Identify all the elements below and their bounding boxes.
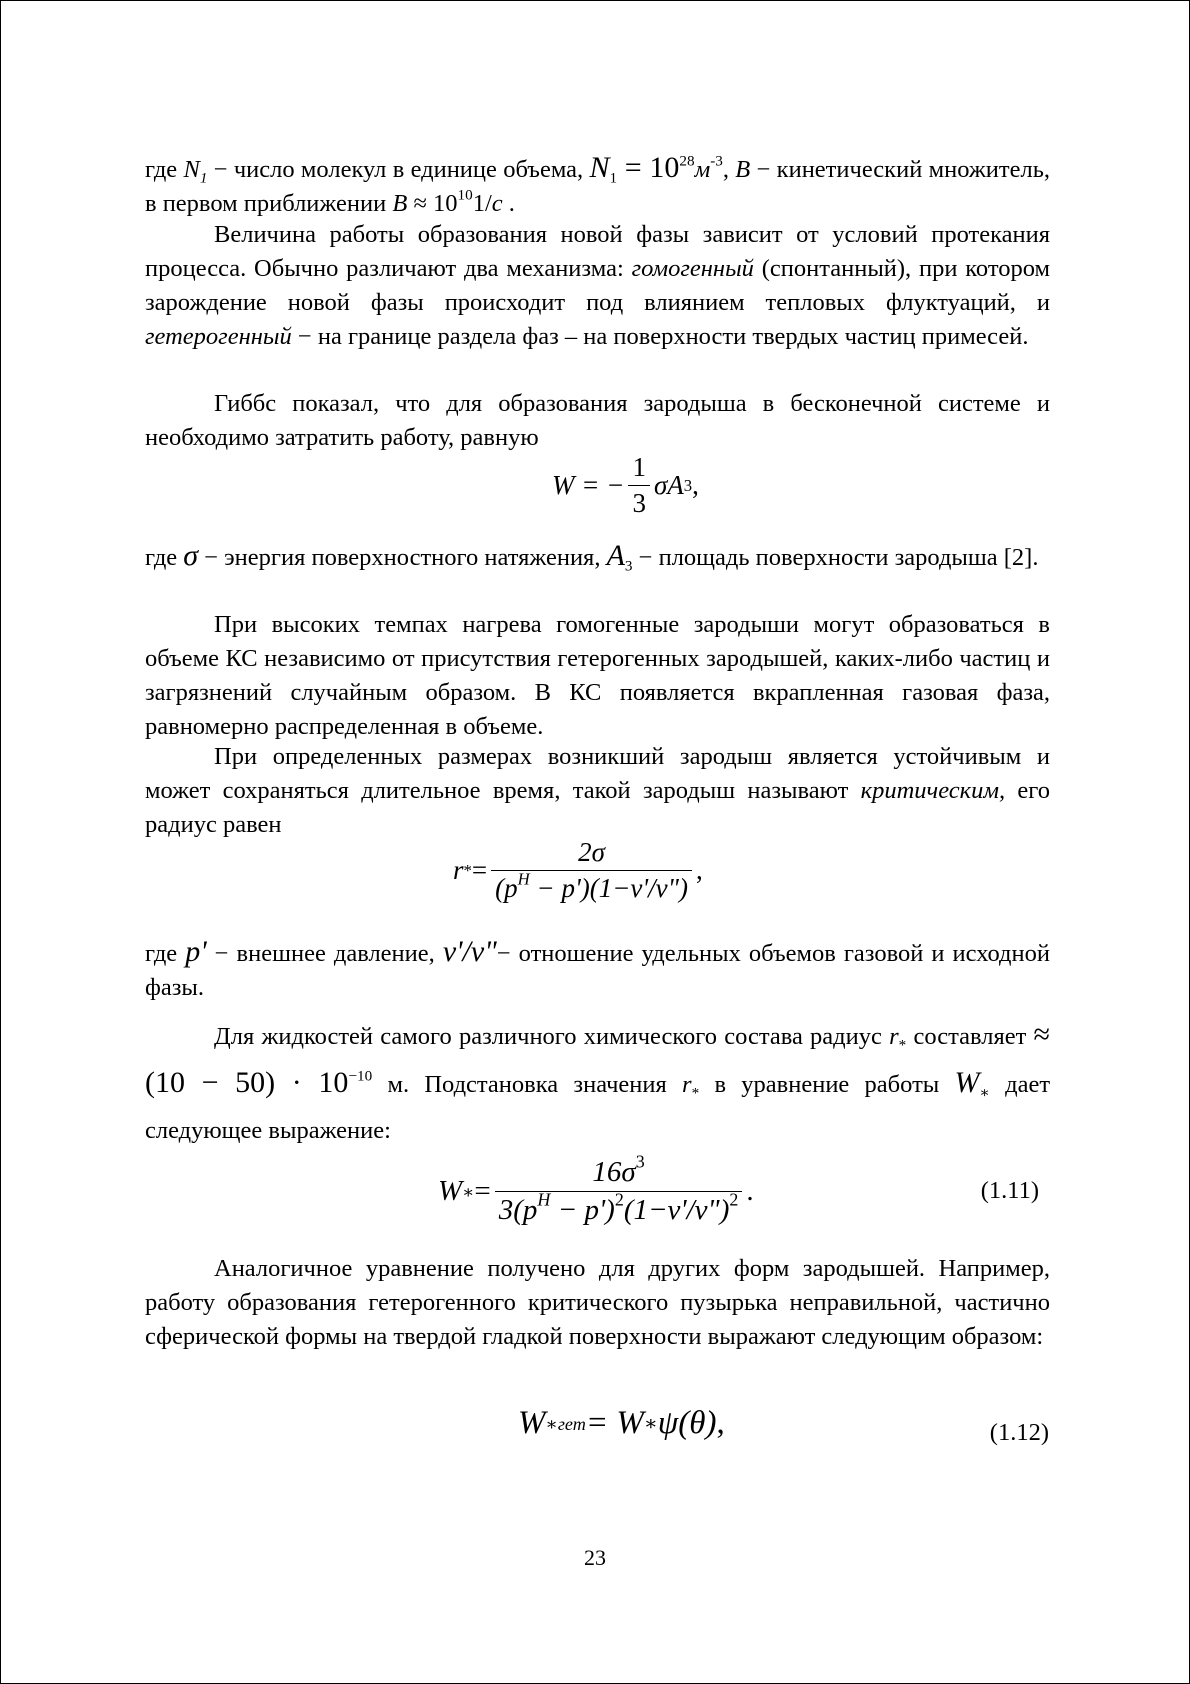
paragraph-critical-nucleus: При определенных размерах возникший зародыш является устойчивым и может сохраняться длительное время, такой зародыш называют критическим, его радиус равен xyxy=(145,743,1050,838)
fraction-critical-work: $\frac{16\sigma^3}{3(p^H - p')^2(1-\nu'/\nu")^2}$ xyxy=(495,1156,743,1227)
equation-number-1-11: (1.11) xyxy=(980,1177,1039,1204)
formula-critical-radius: r * = $\frac{2\sigma}{(p^H - p')(1-\nu'/\nu")}$ , xyxy=(453,837,703,903)
paragraph-pressure-definition: где p' − внешнее давление, ν'/ν"− отношение удельных объемов газовой и исходной фазы. xyxy=(145,935,1050,1001)
equation-number-1-12: (1.12) xyxy=(989,1419,1049,1446)
paragraph-N1-definition: где $N_1$ − число молекул в единице объема, $N_1 = 10^{28}м^{-3}$, B − кинетический множитель, в первом приближении $B \approx 10^{10}1/c$ . xyxy=(145,151,1051,217)
formula-critical-work: W ∗ = $\frac{16\sigma^3}{3(p^H - p')^2(1-\nu'/\nu")^2}$ . xyxy=(438,1151,754,1226)
paragraph-heterogeneous-bubble: Аналогичное уравнение получено для других форм зародышей. Например, работу образования гетерогенного критического пузырька неправильной, частично сферической формы на твердой гладкой поверхности выражают следующим образом: xyxy=(145,1255,1050,1350)
fraction-critical-radius: $\frac{2\sigma}{(p^H - p')(1-\nu'/\nu")}$ xyxy=(491,837,692,904)
paragraph-homogeneous-nuclei: При высоких темпах нагрева гомогенные зародыши могут образоваться в объеме КС независимо от присутствия гетерогенных зародышей, каких-либо частиц и загрязнений случайным образом. В КС появляется вкрапленная газовая фаза, равномерно распределенная в объеме. xyxy=(145,611,1050,740)
formula-heterogeneous-work: W ∗гет = W ∗ ψ(θ) , xyxy=(518,1405,725,1441)
paragraph-gibbs: Гиббс показал, что для образования зародыша в бесконечной системе и необходимо затратить работу, равную xyxy=(145,390,1050,451)
paragraph-radius-value: Для жидкостей самого различного химического состава радиус $r_*$ составляет ≈ $(10 - 50) \cdot 10^{-10}$ м. Подстановка значения $r_*$ в уравнение работы $W_∗$ дает следующее выражение: xyxy=(145,1018,1051,1144)
paragraph-mechanisms: Величина работы образования новой фазы зависит от условий протекания процесса. Обычно различают два механизма: гомогенный (спонтанный), при котором зарождение новой фазы происходит под влиянием тепловых флуктуаций, и гетерогенный − на границе раздела фаз – на поверхности твердых частиц примесей. xyxy=(145,221,1050,350)
fraction-one-third: $\frac{1}{3}$ xyxy=(628,452,650,519)
formula-work-W: W = − $\frac{1}{3}$ σA 3 , xyxy=(552,452,699,518)
page-number: 23 xyxy=(584,1545,606,1570)
paragraph-sigma-definition: где σ − энергия поверхностного натяжения, $A_3$ − площадь поверхности зародыша [2]. xyxy=(145,539,1039,575)
